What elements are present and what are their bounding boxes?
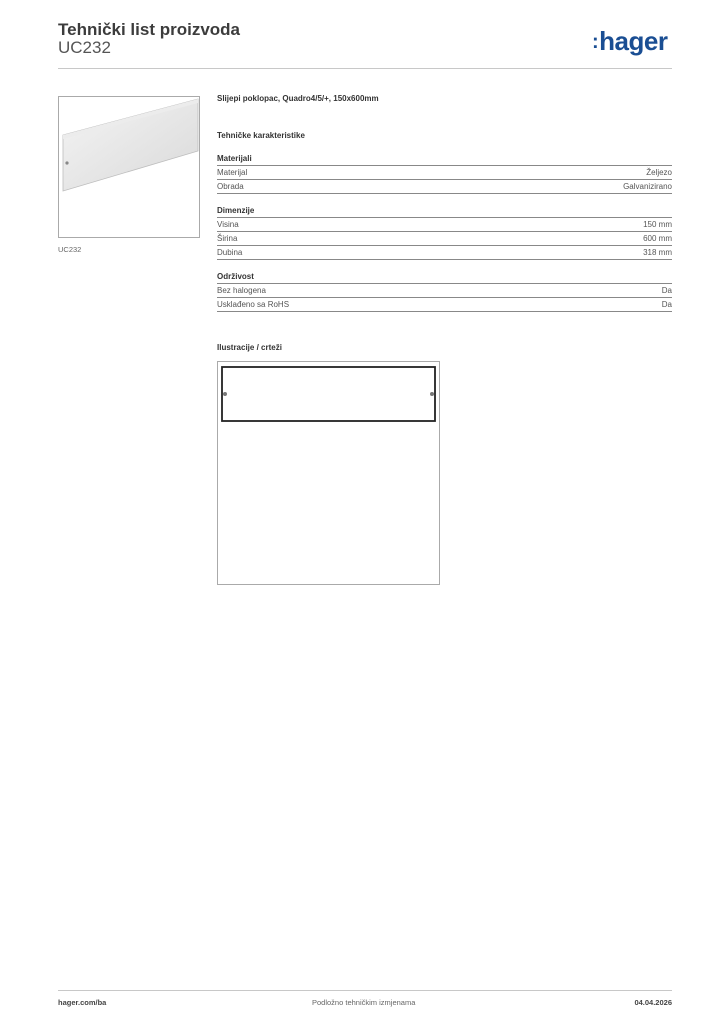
spec-value: Da [661, 300, 672, 309]
spec-label: Bez halogena [217, 286, 266, 295]
product-photo [58, 96, 200, 238]
spec-group-dimensions [217, 206, 672, 260]
spec-group-materials [217, 154, 672, 194]
illustration-drawing [217, 361, 440, 585]
spec-row [217, 246, 672, 260]
spec-label: Širina [217, 234, 238, 243]
spec-value: 600 mm [643, 234, 672, 243]
footer-disclaimer: Podložno tehničkim izmjenama [312, 998, 416, 1007]
product-name: Slijepi poklopac, Quadro4/5/+, 150x600mm [217, 94, 379, 103]
group-title: Održivost [217, 272, 672, 284]
spec-group-sustainability [217, 272, 672, 312]
product-code: UC232 [58, 38, 111, 57]
group-title: Materijali [217, 154, 672, 166]
spec-label: Obrada [217, 182, 244, 191]
footer-date: 04.04.2026 [634, 998, 672, 1007]
spec-label: Dubina [217, 248, 243, 257]
hager-logo [592, 26, 667, 57]
spec-label: Materijal [217, 168, 248, 177]
header-divider [58, 68, 672, 69]
spec-value: Galvanizirano [623, 182, 672, 191]
spec-row [217, 284, 672, 298]
image-caption: UC232 [58, 245, 82, 254]
illustration-title: Ilustracije / crteži [217, 343, 282, 352]
footer-divider [58, 990, 672, 991]
logo-dots: : [592, 31, 599, 53]
spec-value: 318 mm [643, 248, 672, 257]
spec-label: Usklađeno sa RoHS [217, 300, 290, 309]
group-title: Dimenzije [217, 206, 672, 218]
spec-value: Željezo [646, 168, 672, 177]
spec-row [217, 166, 672, 180]
spec-row [217, 180, 672, 194]
spec-value: 150 mm [643, 220, 672, 229]
document-title: Tehnički list proizvoda [58, 20, 240, 39]
spec-label: Visina [217, 220, 239, 229]
spec-row [217, 232, 672, 246]
spec-column [217, 94, 672, 324]
spec-row [217, 298, 672, 312]
technical-drawing [218, 362, 439, 584]
spec-row [217, 218, 672, 232]
blank-cover-image [59, 97, 199, 237]
spec-value: Da [661, 286, 672, 295]
tech-characteristics-title: Tehničke karakteristike [217, 131, 305, 140]
logo-wordmark: hager [599, 26, 668, 56]
footer-website-link[interactable]: hager.com/ba [58, 998, 107, 1007]
